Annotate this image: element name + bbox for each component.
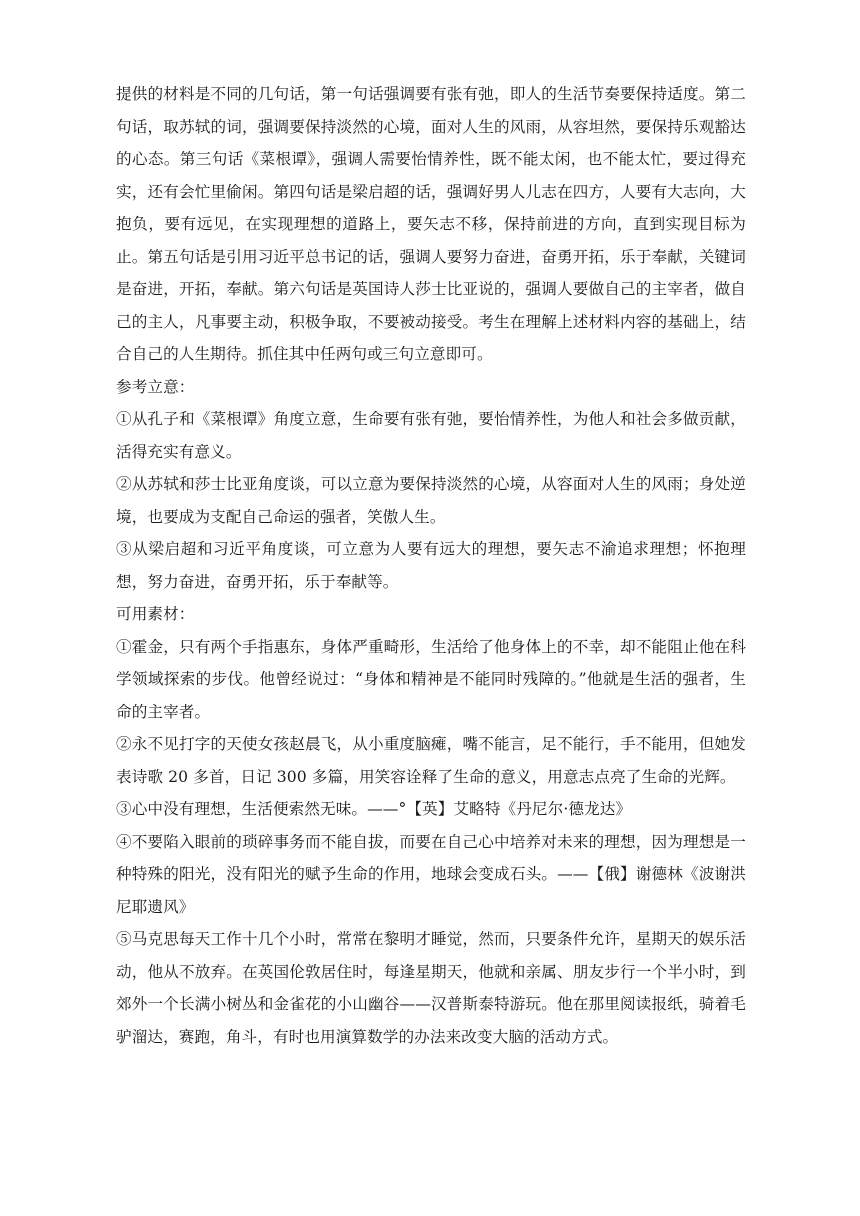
material-item-3: ③心中没有理想，生活便索然无味。——°【英】艾略特《丹尼尔·德龙达》 [116, 800, 632, 818]
document-body [116, 78, 746, 1053]
material-heading: 可用素材： [116, 605, 195, 623]
reference-item-2: ②从苏轼和莎士比亚角度谈，可以立意为要保持淡然的心境，从容面对人生的风雨；身处逆境，也要成为支配自己命运的强者，笑傲人生。 [116, 475, 746, 526]
analysis-paragraph: 提供的材料是不同的几句话，第一句话强调要有张有弛，即人的生活节奏要保持适度。第二句话，取苏轼的词，强调要保持淡然的心境，面对人生的风雨，从容坦然，要保持乐观豁达的心态。第三句话《菜根谭》，强调人需要怡情养性，既不能太闲，也不能太忙，要过得充实，还有会忙里偷闲。第四句话是梁启超的话，强调好男人儿志在四方，人要有大志向，大抱负，要有远见，在实现理想的道路上，要矢志不移，保持前进的方向，直到实现目标为止。第五句话是引用习近平总书记的话，强调人要努力奋进，奋勇开拓，乐于奉献，关键词是奋进，开拓，奉献。第六句话是英国诗人莎士比亚说的，强调人要做自己的主宰者，做自己的主人，凡事要主动，积极争取，不要被动接受。考生在理解上述材料内容的基础上，结合自己的人生期待。抓住其中任两句或三句立意即可。 [116, 85, 746, 363]
reference-item-1: ①从孔子和《菜根谭》角度立意，生命要有张有弛，要怡情养性，为他人和社会多做贡献，活得充实有意义。 [116, 410, 746, 461]
material-item-1: ①霍金，只有两个手指惠东，身体严重畸形，生活给了他身体上的不幸，却不能阻止他在科学领域探索的步伐。他曾经说过：“身体和精神是不能同时残障的。”他就是生活的强者，生命的主宰者。 [116, 637, 746, 721]
reference-heading: 参考立意： [116, 377, 195, 396]
material-item-4: ④不要陷入眼前的琐碎事务而不能自拔，而要在自己心中培养对未来的理想，因为理想是一种特殊的阳光，没有阳光的赋予生命的作用，地球会变成石头。——【俄】谢德林《波谢洪尼耶遗风》 [116, 832, 746, 916]
reference-item-3: ③从梁启超和习近平角度谈，可立意为人要有远大的理想，要矢志不渝追求理想；怀抱理想，努力奋进，奋勇开拓，乐于奉献等。 [116, 540, 746, 591]
material-item-5: ⑤马克思每天工作十几个小时，常常在黎明才睡觉，然而，只要条件允许，星期天的娱乐活动，他从不放弃。在英国伦敦居住时，每逢星期天，他就和亲属、朋友步行一个半小时，到郊外一个长满小树丛和金雀花的小山幽谷——汉普斯泰特游玩。他在那里阅读报纸，骑着毛驴溜达，赛跑，角斗，有时也用演算数学的办法来改变大脑的活动方式。 [116, 930, 746, 1046]
material-item-2: ②永不见打字的天使女孩赵晨飞，从小重度脑瘫，嘴不能言，足不能行，手不能用，但她发表诗歌 20 多首，日记 300 多篇，用笑容诠释了生命的意义，用意志点亮了生命的光辉。 [116, 735, 746, 786]
